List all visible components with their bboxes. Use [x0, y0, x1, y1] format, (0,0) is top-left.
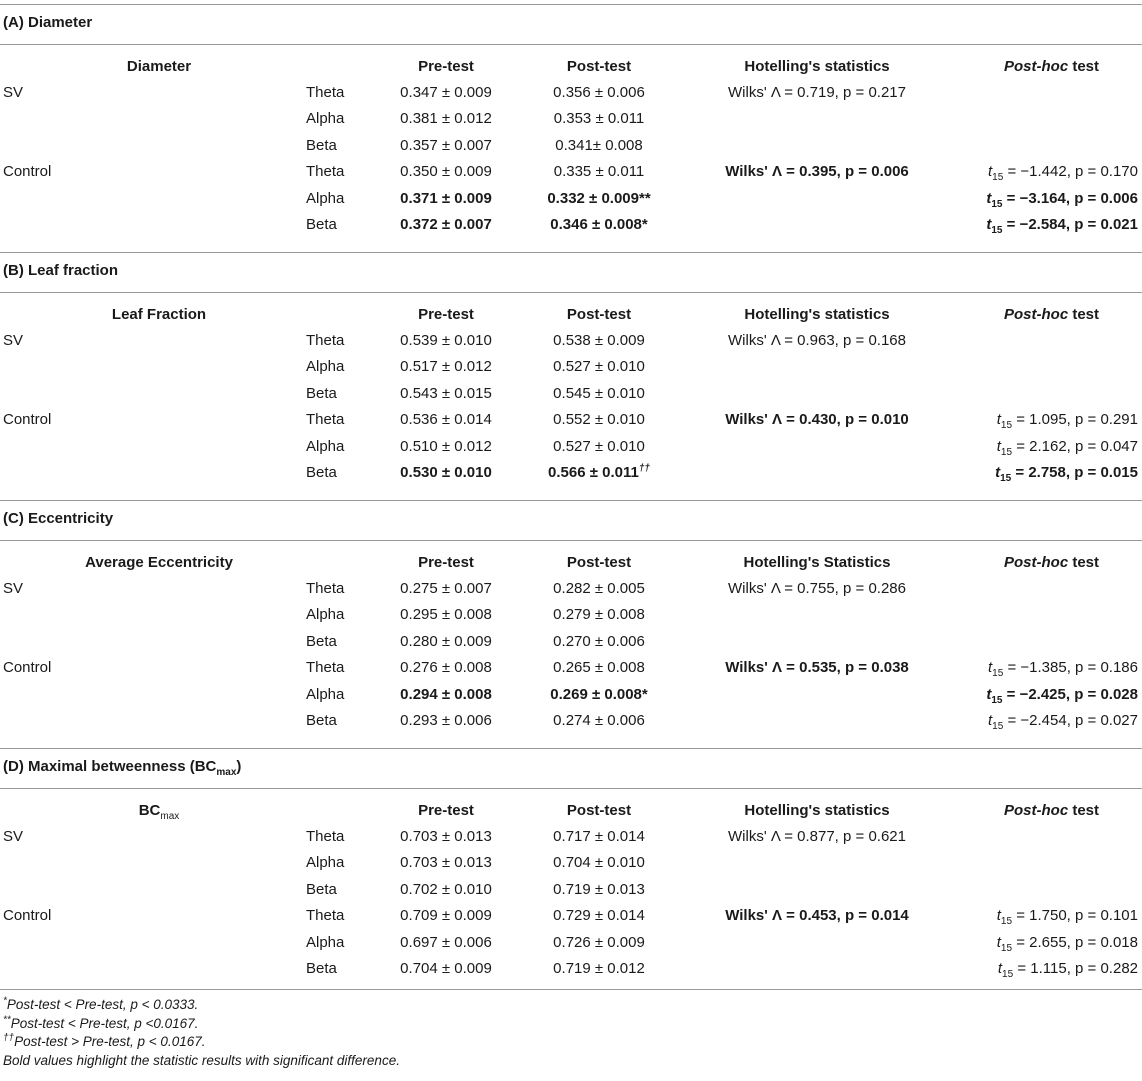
post-hoc-value	[986, 189, 1138, 209]
post-hoc-header-rest: test	[1068, 58, 1100, 75]
post-test-value	[553, 658, 645, 678]
section-rule-top	[0, 500, 1142, 501]
post-hoc-value	[995, 463, 1138, 483]
footnote-mark: ††	[3, 1032, 15, 1044]
pre-test-header: Pre-test	[418, 554, 474, 571]
post-test-value	[553, 83, 645, 103]
post-hoc-header-rest: test	[1068, 554, 1100, 571]
section-rule-header	[0, 540, 1142, 541]
band-label: Alpha	[306, 934, 345, 951]
post-test-value	[550, 215, 647, 235]
pre-test-value: 0.371 ± 0.009	[400, 190, 492, 207]
post-hoc-value	[988, 162, 1138, 182]
post-test-number: 0.527 ± 0.010	[553, 438, 645, 455]
group-label: Control	[3, 907, 52, 924]
pre-test-value: 0.510 ± 0.012	[400, 438, 492, 455]
post-test-value	[553, 632, 645, 652]
pre-test-value: 0.295 ± 0.008	[400, 606, 492, 623]
pre-test-value: 0.517 ± 0.012	[400, 358, 492, 375]
post-test-value	[555, 136, 642, 156]
post-test-header: Post-test	[566, 306, 632, 323]
post-test-value	[553, 959, 645, 979]
post-hoc-value	[998, 959, 1138, 979]
section-title-text: (B) Leaf fraction	[3, 262, 119, 279]
post-hoc-value	[997, 410, 1138, 430]
section-rule-top	[0, 4, 1142, 5]
post-test-number: 0.527 ± 0.010	[553, 358, 645, 375]
post-test-value	[553, 579, 645, 599]
footnote-mark: *	[3, 995, 7, 1007]
post-hoc-header-rest: test	[1068, 306, 1100, 323]
post-test-number: 0.545 ± 0.010	[553, 385, 645, 402]
post-hoc-t: t	[988, 163, 993, 180]
post-test-number: 0.282 ± 0.005	[553, 580, 645, 597]
post-test-value	[553, 827, 645, 847]
group-label: SV	[3, 332, 24, 349]
post-hoc-t: t	[997, 960, 1003, 977]
post-test-number: 0.274 ± 0.006	[553, 712, 645, 729]
post-hoc-t: t	[988, 712, 993, 729]
post-test-number: 0.719 ± 0.013	[553, 881, 645, 898]
band-label: Theta	[306, 163, 345, 180]
post-hoc-stat: = −2.425, p = 0.028	[1002, 686, 1138, 703]
post-test-value	[548, 463, 650, 483]
post-test-value	[554, 109, 645, 129]
post-hoc-df: 15	[991, 695, 1003, 706]
post-hoc-value	[997, 437, 1138, 457]
group-label: SV	[3, 84, 24, 101]
pre-test-value: 0.530 ± 0.010	[400, 464, 492, 481]
band-label: Beta	[306, 712, 337, 729]
post-hoc-stat: = 1.750, p = 0.101	[1012, 907, 1138, 924]
hotelling-value: Wilks' Λ = 0.963, p = 0.168	[728, 332, 906, 349]
post-test-number: 0.353 ± 0.011	[553, 110, 645, 127]
param-header	[127, 57, 191, 77]
table-rule-bottom	[0, 989, 1142, 990]
group-label: Control	[3, 411, 52, 428]
post-test-number: 0.719 ± 0.012	[553, 960, 645, 977]
band-label: Theta	[306, 580, 345, 597]
hotelling-value: Wilks' Λ = 0.535, p = 0.038	[725, 659, 909, 676]
pre-test-header: Pre-test	[418, 802, 474, 819]
band-label: Beta	[306, 633, 337, 650]
hotelling-value: Wilks' Λ = 0.395, p = 0.006	[725, 163, 909, 180]
post-test-number: 0.566 ± 0.011	[548, 464, 639, 481]
post-test-value	[553, 711, 645, 731]
hotelling-header: Hotelling's statistics	[744, 58, 890, 75]
post-hoc-stat: = 2.758, p = 0.015	[1011, 464, 1138, 481]
pre-test-value: 0.280 ± 0.009	[400, 633, 492, 650]
section-rule-header	[0, 788, 1142, 789]
post-hoc-header-italic: Post-hoc	[1004, 58, 1069, 75]
significance-mark: **	[638, 190, 651, 207]
footnote	[3, 996, 198, 1014]
band-label: Beta	[306, 464, 337, 481]
post-test-number: 0.552 ± 0.010	[553, 411, 645, 428]
post-test-value	[553, 437, 645, 457]
pre-test-value: 0.275 ± 0.007	[400, 580, 492, 597]
pre-test-value: 0.536 ± 0.014	[400, 411, 492, 428]
param-header	[139, 801, 180, 821]
section-title	[3, 509, 113, 529]
post-hoc-value	[986, 685, 1138, 705]
post-hoc-value	[986, 215, 1138, 235]
post-test-value	[553, 410, 645, 430]
band-label: Theta	[306, 907, 345, 924]
band-label: Theta	[306, 84, 345, 101]
band-label: Beta	[306, 385, 337, 402]
post-hoc-header-italic: Post-hoc	[1004, 554, 1069, 571]
significance-mark: *	[641, 686, 648, 703]
band-label: Theta	[306, 828, 345, 845]
band-label: Alpha	[306, 606, 345, 623]
post-hoc-df: 15	[992, 172, 1004, 183]
section-rule-top	[0, 748, 1142, 749]
post-hoc-df: 15	[1000, 420, 1013, 431]
post-hoc-stat: = 2.162, p = 0.047	[1012, 438, 1138, 455]
post-test-number: 0.269 ± 0.008	[550, 686, 642, 703]
section-title-end: )	[236, 758, 242, 775]
post-hoc-stat: = −1.385, p = 0.186	[1003, 659, 1138, 676]
post-hoc-t: t	[988, 659, 993, 676]
hotelling-value: Wilks' Λ = 0.453, p = 0.014	[725, 907, 909, 924]
significance-mark: ††	[638, 463, 650, 474]
post-hoc-stat: = 2.655, p = 0.018	[1012, 934, 1138, 951]
band-label: Beta	[306, 216, 337, 233]
footnote	[3, 1015, 198, 1033]
post-test-header: Post-test	[566, 802, 632, 819]
pre-test-value: 0.539 ± 0.010	[400, 332, 492, 349]
pre-test-value: 0.704 ± 0.009	[400, 960, 492, 977]
post-hoc-value	[988, 711, 1138, 731]
param-header-text: BC	[138, 802, 161, 819]
post-hoc-header	[1004, 553, 1099, 573]
section-title	[3, 757, 241, 777]
band-label: Theta	[306, 659, 345, 676]
post-test-number: 0.270 ± 0.006	[553, 633, 645, 650]
post-test-value	[553, 384, 645, 404]
post-test-header: Post-test	[566, 58, 632, 75]
post-test-number: 0.356 ± 0.006	[553, 84, 645, 101]
post-test-value	[553, 933, 645, 953]
post-hoc-stat: = −3.164, p = 0.006	[1002, 190, 1138, 207]
post-hoc-stat: = 1.095, p = 0.291	[1012, 411, 1138, 428]
post-hoc-df: 15	[991, 225, 1003, 236]
band-label: Beta	[306, 137, 337, 154]
post-test-number: 0.335 ± 0.011	[553, 163, 645, 180]
pre-test-value: 0.697 ± 0.006	[400, 934, 492, 951]
pre-test-header: Pre-test	[418, 58, 474, 75]
post-hoc-header	[1004, 57, 1099, 77]
post-hoc-t: t	[996, 411, 1001, 428]
post-test-value	[553, 853, 645, 873]
hotelling-header: Hotelling's statistics	[744, 306, 890, 323]
post-test-number: 0.729 ± 0.014	[553, 907, 645, 924]
post-hoc-df: 15	[1000, 473, 1012, 484]
post-test-number: 0.538 ± 0.009	[553, 332, 645, 349]
post-test-value	[553, 331, 645, 351]
post-test-number: 0.265 ± 0.008	[553, 659, 645, 676]
band-label: Theta	[306, 411, 345, 428]
post-test-number: 0.346 ± 0.008	[550, 216, 642, 233]
group-label: Control	[3, 163, 52, 180]
post-hoc-df: 15	[1000, 447, 1013, 458]
footnote-text: Post-test < Pre-test, p < 0.0333.	[6, 997, 199, 1012]
group-label: Control	[3, 659, 52, 676]
post-hoc-t: t	[996, 907, 1001, 924]
section-title-text: (A) Diameter	[3, 14, 93, 31]
group-label: SV	[3, 828, 24, 845]
post-test-number: 0.279 ± 0.008	[553, 606, 645, 623]
footnote	[3, 1052, 400, 1070]
band-label: Alpha	[306, 110, 345, 127]
pre-test-header: Pre-test	[418, 306, 474, 323]
section-rule-header	[0, 292, 1142, 293]
post-hoc-header-italic: Post-hoc	[1004, 306, 1069, 323]
section-title-text: (C) Eccentricity	[3, 510, 114, 527]
hotelling-value: Wilks' Λ = 0.719, p = 0.217	[728, 84, 906, 101]
post-hoc-header-rest: test	[1068, 802, 1100, 819]
post-test-value	[553, 605, 645, 625]
section-title-text: (D) Maximal betweenness (BC	[3, 758, 217, 775]
post-hoc-df: 15	[1000, 943, 1013, 954]
post-hoc-header	[1004, 801, 1099, 821]
hotelling-value: Wilks' Λ = 0.430, p = 0.010	[725, 411, 909, 428]
hotelling-value: Wilks' Λ = 0.877, p = 0.621	[728, 828, 906, 845]
post-hoc-stat: = 1.115, p = 0.282	[1013, 960, 1138, 977]
band-label: Beta	[306, 881, 337, 898]
post-hoc-df: 15	[991, 199, 1003, 210]
post-hoc-value	[997, 933, 1138, 953]
hotelling-header: Hotelling's statistics	[744, 802, 890, 819]
band-label: Alpha	[306, 438, 345, 455]
pre-test-value: 0.350 ± 0.009	[400, 163, 492, 180]
param-header-text: Diameter	[126, 58, 192, 75]
footnote-text: Bold values highlight the statistic results with significant difference.	[3, 1052, 400, 1068]
band-label: Theta	[306, 332, 345, 349]
post-hoc-value	[997, 906, 1138, 926]
post-hoc-stat: = −2.584, p = 0.021	[1002, 216, 1138, 233]
band-label: Alpha	[306, 854, 345, 871]
group-label: SV	[3, 580, 24, 597]
post-hoc-value	[988, 658, 1138, 678]
post-test-header: Post-test	[566, 554, 632, 571]
post-test-value	[553, 906, 645, 926]
param-header	[85, 553, 233, 573]
post-hoc-t: t	[995, 464, 1001, 481]
band-label: Beta	[306, 960, 337, 977]
section-title	[3, 13, 92, 33]
param-header	[112, 305, 206, 325]
post-hoc-stat: = −2.454, p = 0.027	[1003, 712, 1138, 729]
post-hoc-df: 15	[1002, 969, 1014, 980]
significance-mark: *	[641, 216, 648, 233]
pre-test-value: 0.372 ± 0.007	[400, 216, 492, 233]
post-test-value	[553, 357, 645, 377]
pre-test-value: 0.543 ± 0.015	[400, 385, 492, 402]
footnote	[3, 1033, 205, 1051]
post-test-number: 0.332 ± 0.009	[547, 190, 639, 207]
section-rule-header	[0, 44, 1142, 45]
pre-test-value: 0.276 ± 0.008	[400, 659, 492, 676]
post-hoc-header-italic: Post-hoc	[1004, 802, 1069, 819]
post-hoc-df: 15	[1000, 916, 1013, 927]
band-label: Alpha	[306, 358, 345, 375]
pre-test-value: 0.381 ± 0.012	[400, 110, 492, 127]
post-hoc-t: t	[996, 934, 1001, 951]
pre-test-value: 0.702 ± 0.010	[400, 881, 492, 898]
post-test-value	[553, 880, 645, 900]
post-hoc-df: 15	[992, 721, 1004, 732]
footnote-text: Post-test > Pre-test, p < 0.0167.	[14, 1034, 206, 1049]
section-title-subscript: max	[216, 767, 237, 778]
hotelling-header: Hotelling's Statistics	[743, 554, 891, 571]
post-hoc-t: t	[986, 190, 992, 207]
post-hoc-header	[1004, 305, 1099, 325]
post-test-value	[554, 162, 645, 182]
band-label: Alpha	[306, 190, 345, 207]
post-hoc-t: t	[986, 216, 992, 233]
footnote-text: Post-test < Pre-test, p <0.0167.	[10, 1015, 199, 1031]
post-test-number: 0.717 ± 0.014	[553, 828, 645, 845]
post-test-number: 0.341± 0.008	[555, 137, 643, 154]
pre-test-value: 0.709 ± 0.009	[400, 907, 492, 924]
section-rule-top	[0, 252, 1142, 253]
pre-test-value: 0.294 ± 0.008	[400, 686, 492, 703]
post-test-value	[550, 685, 647, 705]
pre-test-value: 0.703 ± 0.013	[400, 854, 492, 871]
footnote-mark: **	[3, 1014, 11, 1025]
param-header-text: Leaf Fraction	[111, 306, 207, 323]
pre-test-value: 0.703 ± 0.013	[400, 828, 492, 845]
band-label: Alpha	[306, 686, 345, 703]
param-header-subscript: max	[160, 811, 180, 822]
pre-test-value: 0.293 ± 0.006	[400, 712, 492, 729]
post-test-number: 0.704 ± 0.010	[553, 854, 645, 871]
post-hoc-t: t	[986, 686, 992, 703]
pre-test-value: 0.357 ± 0.007	[400, 137, 492, 154]
post-hoc-df: 15	[992, 668, 1004, 679]
post-hoc-t: t	[996, 438, 1001, 455]
post-test-number: 0.726 ± 0.009	[553, 934, 645, 951]
pre-test-value: 0.347 ± 0.009	[400, 84, 492, 101]
post-test-value	[547, 189, 650, 209]
hotelling-value: Wilks' Λ = 0.755, p = 0.286	[728, 580, 906, 597]
param-header-text: Average Eccentricity	[85, 554, 233, 571]
post-hoc-stat: = −1.442, p = 0.170	[1003, 163, 1138, 180]
section-title	[3, 261, 118, 281]
